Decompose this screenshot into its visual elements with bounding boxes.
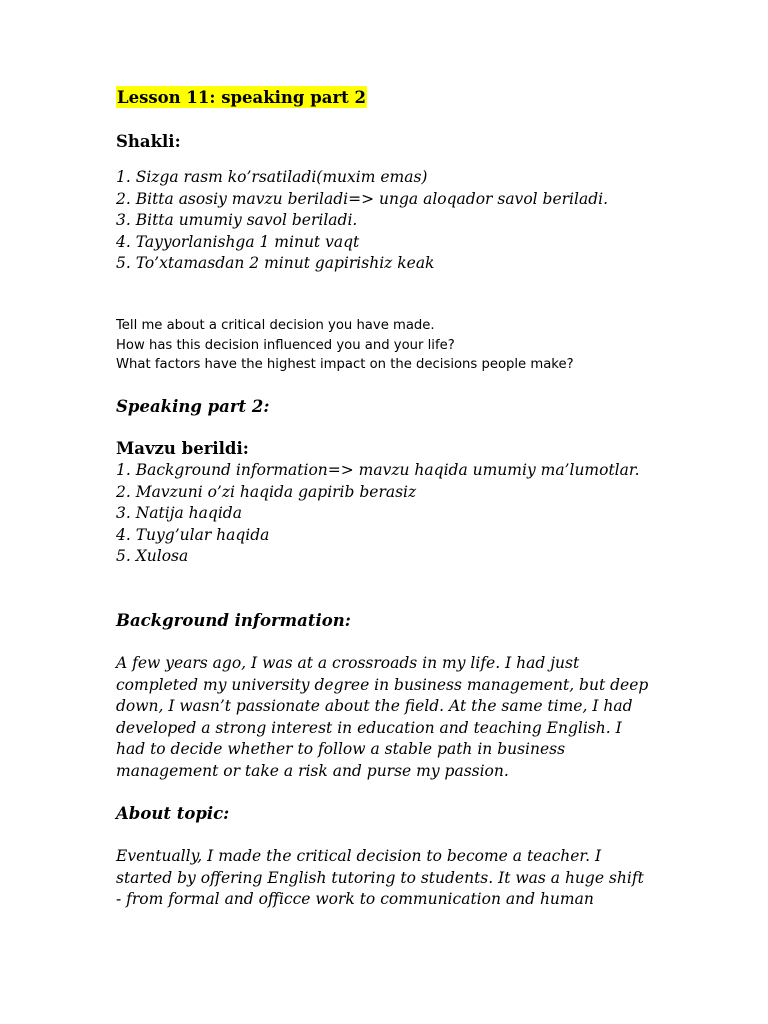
about-topic-heading: About topic: [116,804,230,823]
paragraph-line: started by offering English tutoring to students. It was a huge shift [116,868,644,887]
mavzu-heading: Mavzu berildi: [116,439,249,458]
list-item: 3. Natija haqida [116,504,242,522]
paragraph-line: - from formal and officce work to communication and human [116,890,594,908]
list-item: 1. Sizga rasm ko’rsatiladi(muxim emas) [116,168,428,186]
list-item: 4. Tuyg’ular haqida [116,525,270,544]
paragraph-line: developed a strong interest in education and teaching English. I [116,718,622,737]
paragraph-line: Eventually, I made the critical decision to become a teacher. I [116,847,602,865]
lesson-title-highlight: Lesson 11: speaking part 2 [117,88,366,107]
list-item: 4. Tayyorlanishga 1 minut vaqt [116,232,360,251]
list-item: 1. Background information=> mavzu haqida umumiy ma’lumotlar. [116,461,640,479]
list-item: 2. Mavzuni o’zi haqida gapirib berasiz [116,482,417,501]
background-paragraph [116,653,676,782]
lesson-title [116,86,367,110]
list-item: 5. To’xtamasdan 2 minut gapirishiz keak [116,254,435,272]
paragraph-line: had to decide whether to follow a stable path in business [116,740,566,758]
about-topic-paragraph [116,846,676,911]
mavzu-list [116,460,640,568]
paragraph-line: A few years ago, I was at a crossroads in my life. I had just [116,654,580,672]
background-heading: Background information: [116,611,351,630]
paragraph-line: down, I wasn’t passionate about the field. At the same time, I had [116,697,633,715]
shakli-heading: Shakli: [116,132,181,151]
paragraph-line: completed my university degree in business management, but deep [116,675,649,694]
question-line: How has this decision influenced you and your life? [116,337,455,353]
list-item: 3. Bitta umumiy savol beriladi. [116,211,358,229]
question-line: What factors have the highest impact on the decisions people make? [116,357,574,372]
question-block [116,316,574,375]
list-item: 2. Bitta asosiy mavzu beriladi=> unga aloqador savol beriladi. [116,189,608,208]
question-line: Tell me about a critical decision you have made. [116,318,435,333]
list-item: 5. Xulosa [116,547,189,565]
paragraph-line: management or take a risk and purse my passion. [116,761,509,780]
shakli-list [116,167,608,275]
speaking-part-heading: Speaking part 2: [116,397,270,416]
